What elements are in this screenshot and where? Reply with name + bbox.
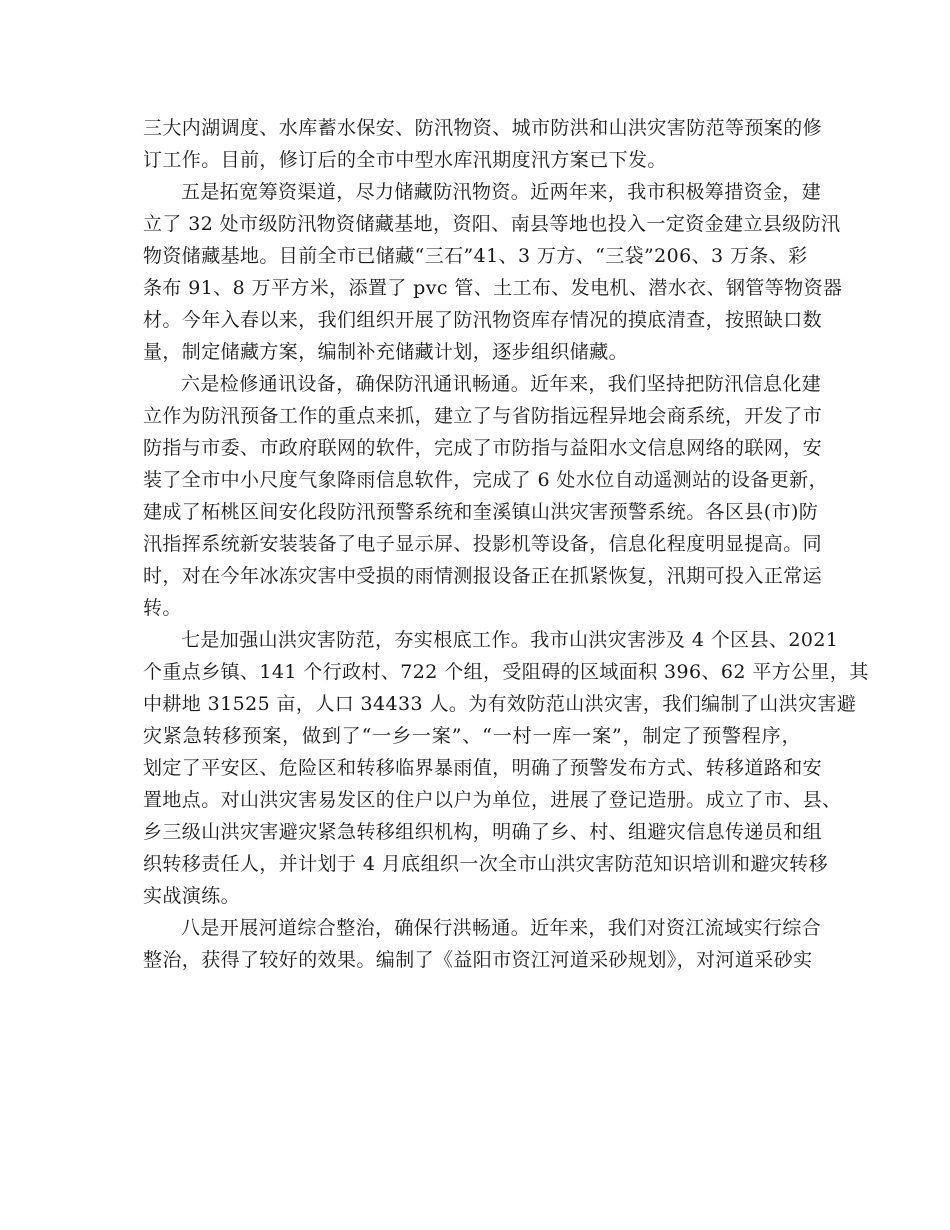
text-line: 订工作。目前，修订后的全市中型水库汛期度汛方案已下发。 — [143, 149, 667, 171]
text-line: 个重点乡镇、141 个行政村、722 个组，受阻碍的区域面积 396、62 平方公里，其 — [143, 661, 869, 683]
text-line: 立作为防汛预备工作的重点来抓，建立了与省防指远程异地会商系统，开发了市 — [143, 405, 823, 427]
text-line: 立了 32 处市级防汛物资储藏基地，资阳、南县等地也投入一定资金建立县级防汛 — [143, 213, 841, 235]
text-line: 七是加强山洪灾害防范，夯实根底工作。我市山洪灾害涉及 4 个区县、2021 — [181, 629, 839, 651]
text-line: 汛指挥系统新安装装备了电子显示屏、投影机等设备，信息化程度明显提高。同 — [143, 533, 823, 555]
text-line: 灾紧急转移预案，做到了“一乡一案”、“一村一库一案”，制定了预警程序， — [143, 725, 801, 747]
text-line: 防指与市委、市政府联网的软件，完成了市防指与益阳水文信息网络的联网，安 — [143, 437, 823, 459]
text-line: 建成了柘桃区间安化段防汛预警系统和奎溪镇山洪灾害预警系统。各区县(市)防 — [143, 501, 819, 523]
text-line: 中耕地 31525 亩，人口 34433 人。为有效防范山洪灾害，我们编制了山洪灾害避 — [143, 693, 857, 715]
document-body — [143, 112, 869, 976]
text-line: 八是开展河道综合整治，确保行洪畅通。近年来，我们对资江流域实行综合 — [181, 917, 822, 939]
text-line: 织转移责任人，并计划于 4 月底组织一次全市山洪灾害防范知识培训和避灾转移 — [143, 853, 828, 875]
text-line: 材。今年入春以来，我们组织开展了防汛物资库存情况的摸底清查，按照缺口数 — [143, 309, 823, 331]
text-line: 五是拓宽筹资渠道，尽力储藏防汛物资。近两年来，我市积极筹措资金，建 — [181, 181, 822, 203]
text-line: 置地点。对山洪灾害易发区的住户以户为单位，进展了登记造册。成立了市、县、 — [143, 789, 842, 811]
text-line: 转。 — [143, 597, 182, 619]
text-line: 划定了平安区、危险区和转移临界暴雨值，明确了预警发布方式、转移道路和安 — [143, 757, 823, 779]
text-line: 整治，获得了较好的效果。编制了《益阳市资江河道采砂规划》，对河道采砂实 — [143, 949, 813, 971]
text-line: 三大内湖调度、水库蓄水保安、防汛物资、城市防洪和山洪灾害防范等预案的修 — [143, 117, 823, 139]
text-line: 乡三级山洪灾害避灾紧急转移组织机构，明确了乡、村、组避灾信息传递员和组 — [143, 821, 823, 843]
text-line: 条布 91、8 万平方米，添置了 pvc 管、土工布、发电机、潜水衣、钢管等物资器 — [143, 277, 843, 299]
text-line: 量，制定储藏方案，编制补充储藏计划，逐步组织储藏。 — [143, 341, 629, 363]
text-line: 时，对在今年冰冻灾害中受损的雨情测报设备正在抓紧恢复，汛期可投入正常运 — [143, 565, 823, 587]
text-line: 实战演练。 — [143, 885, 241, 907]
text-line: 物资储藏基地。目前全市已储藏“三石”41、3 万方、“三袋”206、3 万条、彩 — [143, 245, 808, 267]
text-line: 六是检修通讯设备，确保防汛通讯畅通。近年来，我们坚持把防汛信息化建 — [181, 373, 822, 395]
text-line: 装了全市中小尺度气象降雨信息软件，完成了 6 处水位自动遥测站的设备更新， — [143, 469, 828, 491]
